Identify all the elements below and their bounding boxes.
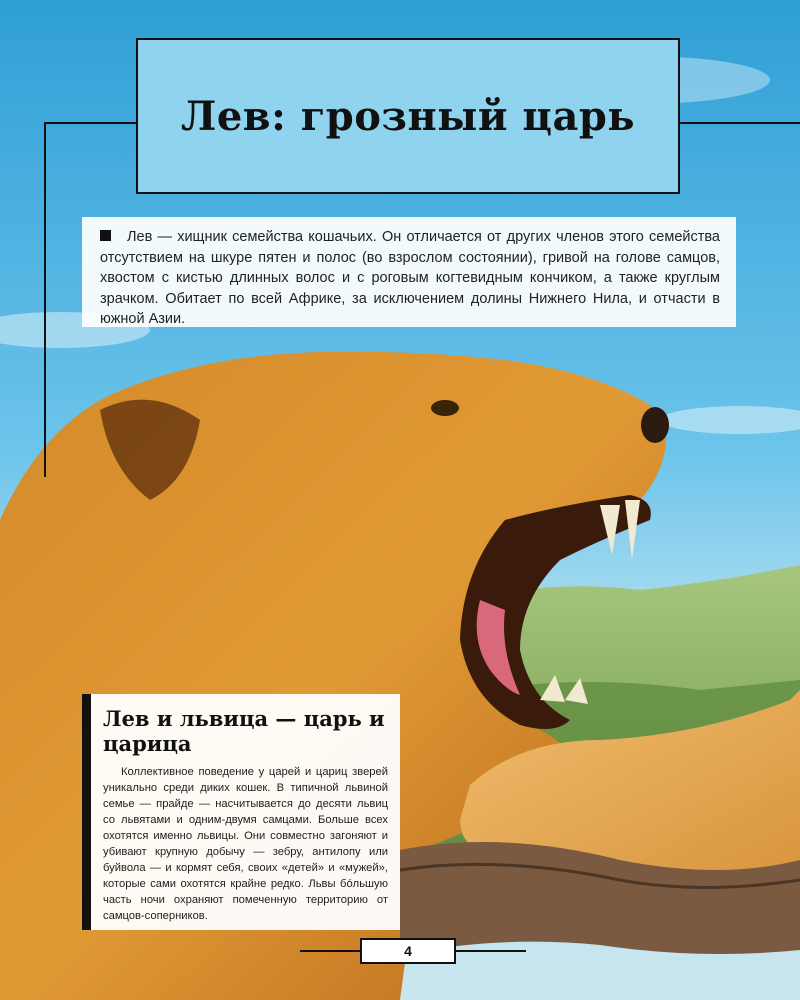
frame-line (44, 122, 138, 124)
lioness-nose (641, 407, 669, 443)
page-number (360, 938, 456, 964)
page-number-line (456, 950, 526, 952)
square-bullet-icon (100, 230, 111, 241)
title-box (136, 38, 680, 194)
sidebar-box (82, 694, 400, 930)
page-number-text: 4 (404, 943, 412, 959)
frame-line (44, 122, 46, 477)
sidebar-heading: Лев и львица — царь и царица (103, 706, 385, 756)
intro-text: Лев — хищник семейства кошачьих. Он отличается от других членов этого семейства отсутствием на шкуре пятен и полос (во взрослом состоянии), гривой на голове самцов, хвостом с кистью длинных волос и с роговым когтевидным кончиком, а также круглым зрачком. Обитает по всей Африке, за исключением долины Нижнего Нила, и отчасти в южной Азии. (100, 229, 720, 327)
page-title: Лев: грозный царь (180, 92, 636, 140)
sidebar-text: Коллективное поведение у царей и цариц зверей уникально среди диких кошек. В типичной львиной семье — прайде — насчитывается до десяти львиц со львятами и одним-двумя самцами. Больше всех охотятся именно львицы. Они совместно загоняют и убивают крупную добычу — зебру, антилопу или буйвола — и кормят себя, своих «детей» и «мужей», которые сами охотятся крайне редко. Львы бóльшую часть ночи охраняют помеченную территорию от самцов-соперников. (103, 766, 388, 922)
frame-line (680, 122, 800, 124)
page-number-line (300, 950, 360, 952)
intro-paragraph (82, 217, 736, 327)
lioness-eye (431, 400, 459, 416)
